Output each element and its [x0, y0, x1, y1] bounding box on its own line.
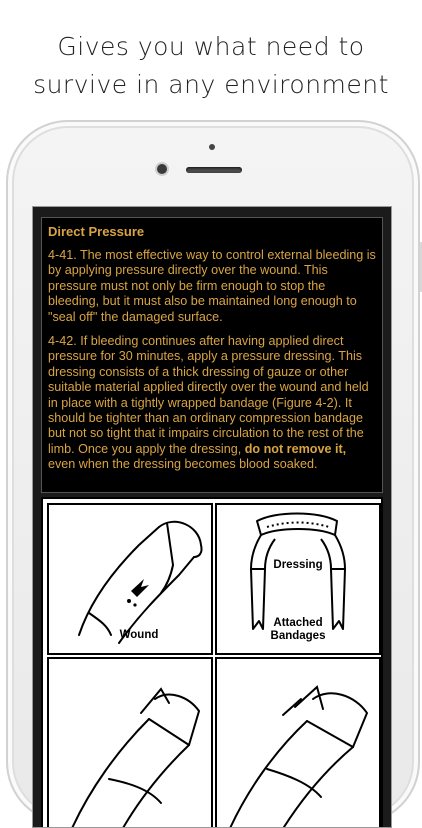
promo-caption-line-2: survive in any environment	[33, 70, 389, 99]
article-paragraph-4-41: 4-41. The most effective way to control external bleeding is by applying pressure directly over the wound. This pressure must not only be firm enough to stop the bleeding, but it must also be maintained long enough to "seal off" the damaged surface.	[48, 248, 376, 324]
promo-caption	[0, 28, 422, 104]
paragraph-text-end: even when the dressing becomes blood soaked.	[48, 457, 318, 472]
front-camera	[157, 164, 167, 174]
article-text-block	[41, 217, 383, 493]
figure-cell-wrapping-1	[47, 657, 213, 828]
figure-cell-wrapping-2	[215, 657, 381, 828]
phone-frame	[6, 120, 420, 824]
phone-screen[interactable]	[32, 206, 392, 828]
paragraph-text: 4-42. If bleeding continues after having applied direct pressure for 30 minutes, apply a pressure dressing. This dressing consists of a thick dressing of gauze or other suitable material applied directly over the wound and held in place with a tightly wrapped bandage (Figure 4-2). It should be tighter than an ordinary compression bandage but not so tight that it impairs circulation to the rest of the limb. Once you apply the dressing,	[48, 334, 369, 456]
label-dressing: Dressing	[273, 559, 323, 571]
label-wound: Wound	[119, 629, 159, 641]
figure-cell-wound	[47, 503, 213, 655]
emphasis-text: do not remove it,	[244, 441, 347, 456]
earpiece-speaker	[186, 167, 242, 173]
label-attached-bandages	[257, 617, 339, 643]
label-attached-line1: Attached	[273, 617, 323, 629]
wrapping-illustration-2	[217, 659, 379, 828]
article-heading: Direct Pressure	[48, 224, 145, 239]
article-paragraph-4-42	[48, 334, 376, 473]
wrapping-illustration-1	[49, 659, 211, 828]
figure-cell-dressing	[215, 503, 381, 655]
proximity-sensor	[209, 144, 215, 150]
pressure-dressing-figure	[41, 497, 383, 828]
label-attached-line2: Bandages	[270, 630, 326, 642]
promo-caption-line-1: Gives you what need to	[57, 32, 365, 61]
